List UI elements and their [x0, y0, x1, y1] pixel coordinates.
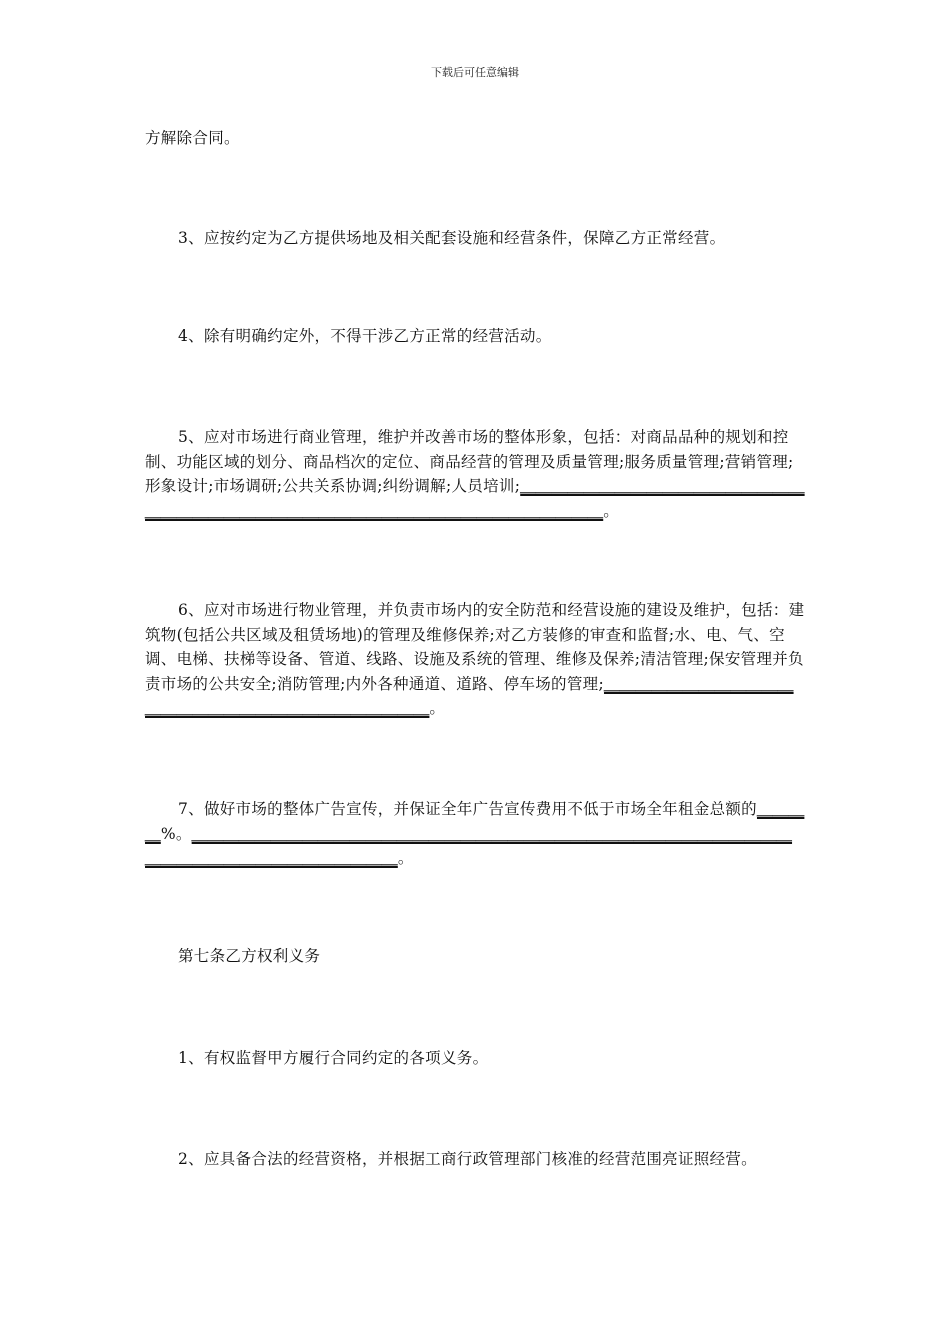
paragraph-party-b-item-2: 2、应具备合法的经营资格，并根据工商行政管理部门核准的经营范围亮证照经营。: [178, 1150, 757, 1168]
clause-5-fill-blank: ＿＿＿＿＿＿＿＿＿＿＿＿＿＿＿＿＿＿＿＿＿＿＿＿＿＿＿＿＿＿＿＿＿＿＿＿＿＿＿＿＿＿＿＿＿＿＿: [145, 476, 805, 520]
article-7-heading: 第七条乙方权利义务: [178, 947, 321, 965]
paragraph-clause-4: 4、除有明确约定外，不得干涉乙方正常的经营活动。: [178, 327, 552, 345]
clause-6-end: 。: [429, 699, 446, 717]
clause-5-text: 5、应对市场进行商业管理，维护并改善市场的整体形象，包括：对商品品种的规划和控制、功能区域的划分、商品档次的定位、商品经营的管理及质量管理;服务质量管理;营销管理;形象设计;市场调研;公共关系协调;纠纷调解;人员培训;: [145, 428, 794, 495]
clause-6-fill-blank: ＿＿＿＿＿＿＿＿＿＿＿＿＿＿＿＿＿＿＿＿＿＿＿＿＿＿＿＿＿＿: [145, 673, 794, 717]
paragraph-party-b-item-1: 1、有权监督甲方履行合同约定的各项义务。: [178, 1049, 489, 1067]
paragraph-clause-7: [145, 797, 807, 871]
clause-5-end: 。: [603, 501, 620, 520]
clause-7-text: 7、做好市场的整体广告宣传，并保证全年广告宣传费用不低于市场全年租金总额的: [178, 800, 757, 818]
clause-7-percent-blank: ＿＿＿＿: [145, 799, 805, 843]
clause-7-fill-blank: ＿＿＿＿＿＿＿＿＿＿＿＿＿＿＿＿＿＿＿＿＿＿＿＿＿＿＿＿＿＿＿＿＿＿＿＿＿＿＿＿＿＿＿＿＿＿＿＿＿＿＿＿＿＿: [145, 823, 793, 867]
clause-7-end: 。: [397, 849, 414, 867]
paragraph-contract-termination-end: 方解除合同。: [145, 129, 240, 147]
page-header-note: 下载后可任意编辑: [431, 66, 519, 79]
paragraph-clause-3: 3、应按约定为乙方提供场地及相关配套设施和经营条件，保障乙方正常经营。: [178, 229, 726, 247]
paragraph-clause-5: [145, 425, 807, 523]
clause-7-percent-sign: %。: [160, 824, 192, 843]
paragraph-clause-6: [145, 598, 807, 721]
clause-6-text: 6、应对市场进行物业管理，并负责市场内的安全防范和经营设施的建设及维护，包括：建筑物(包括公共区域及租赁场地)的管理及维修保养;对乙方装修的审查和监督;水、电、气、空调、电梯、扶梯等设备、管道、线路、设施及系统的管理、维修及保养;清洁管理;保安管理并负责市场的公共安全;消防管理;内外各种通道、道路、停车场的管理;: [145, 601, 805, 693]
